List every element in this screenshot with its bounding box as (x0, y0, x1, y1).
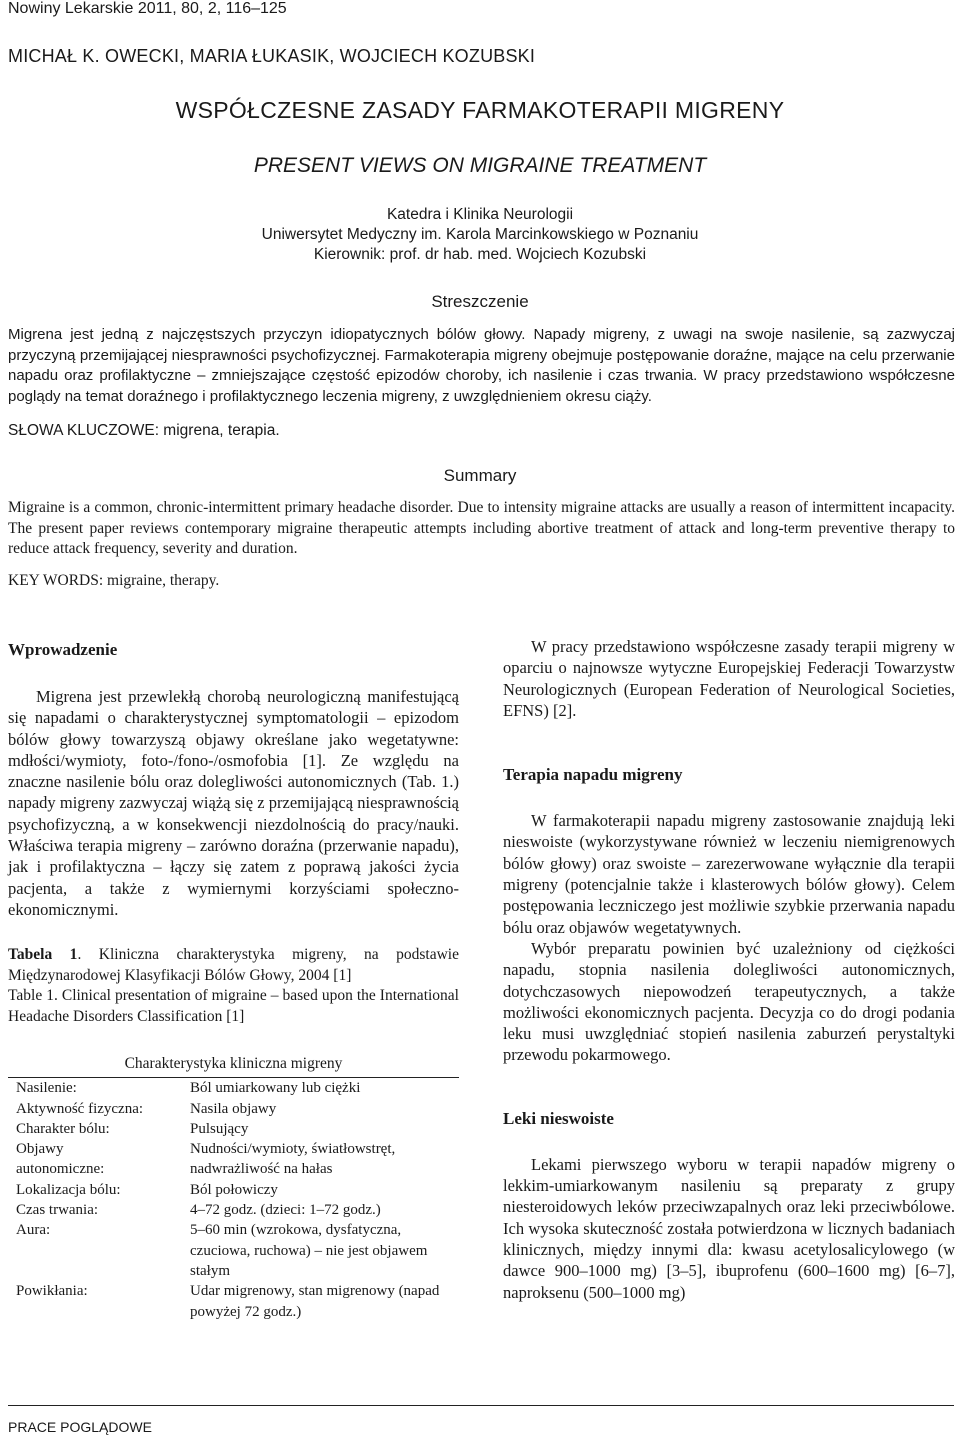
right-column (503, 636, 955, 1303)
introduction-paragraph: Migrena jest przewlekłą chorobą neurologiczną manifestującą się napadami o charakterystycznej symptomatologii – epizodom bólów głowy towarzyszą objawy określane jako wegetatywne: mdłości/wymioty, foto-/fono-/osmofobia [1]. Ze względu na znaczne nasilenie bólu oraz dolegliwości autonomicznych (Tab. 1.) napady migreny zazwyczaj wiążą się z przemijającą niesprawnością psychofizyczną, a w konsekwencji niezdolnością do pracy/nauki. Właściwa terapia migreny – zarówno doraźna (przerwanie napadu), jak i profilaktyczna – łączy się zatem z poprawą jakości życia pacjenta, a także z wymiernymi korzyściami społeczno-ekonomicznymi. (8, 687, 459, 919)
table-row-value: Pulsujący (190, 1120, 249, 1137)
table-row-value: 5–60 min (wzrokowa, dysfatyczna, czuciowa, ruchowa) – nie jest objawem stałym (190, 1222, 428, 1279)
section-heading-introduction: Wprowadzenie (8, 640, 118, 659)
abstract-text-polish: Migrena jest jedną z najczęstszych przyczyn idiopatycznych bólów głowy. Napady migreny, z uwagi na swoje nasilenie, są zazwyczaj przyczyną przemijającej niesprawności psychofizycznej. Farmakoterapia migreny obejmuje postępowanie doraźne, mające na celu przerwanie napadu oraz profilaktyczne – zmniejszające częstość epizodów choroby, ich nasilenie i czas trwania. W pracy przedstawiono współczesne poglądy na temat doraźnego i profilaktycznego leczenia migreny, z uwzględnieniem okresu ciąży. (8, 326, 955, 405)
table-caption-polish: . Kliniczna charakterystyka migreny, na podstawie Międzynarodowej Klasyfikacji Bólów Głowy, 2004 [1] (8, 946, 459, 984)
author-list: MICHAŁ K. OWECKI, MARIA ŁUKASIK, WOJCIECH KOZUBSKI (8, 46, 536, 66)
table-row-value: Nudności/wymioty, światłowstręt, nadwrażliwość na hałas (190, 1141, 396, 1178)
journal-reference: Nowiny Lekarskie 2011, 80, 2, 116–125 (8, 0, 287, 17)
table-row (8, 1281, 459, 1322)
abstract-heading-polish: Streszczenie (431, 292, 529, 311)
table-row-label: Charakter bólu: (16, 1120, 110, 1137)
table-row-label: Czas trwania: (16, 1202, 99, 1219)
table-row-label: Aura: (16, 1222, 51, 1239)
table-row (8, 1139, 459, 1180)
footer-section-label: PRACE POGLĄDOWE (8, 1419, 152, 1435)
keywords-english: KEY WORDS: migraine, therapy. (8, 572, 220, 589)
section-heading-nonspecific-drugs: Leki nieswoiste (503, 1108, 614, 1128)
left-column (8, 640, 459, 1322)
nonspecific-drugs-paragraph: Lekami pierwszego wyboru w terapii napadów migreny o lekkim-umiarkowanym nasileniu są preparaty z grupy niesteroidowych leków przeciwzapalnych oraz leki przeciwbólowe. Ich wysoka skuteczność została potwierdzona w licznych badaniach klinicznych, między innymi dla: kwasu acetylosalicylowego (w dawce 900–1000 mg) [3–5], ibuprofenu (600–1600 mg) [6–7], naproksenu (500–1000 mg) (503, 1154, 955, 1302)
table-row (8, 1200, 459, 1220)
table-caption (8, 945, 459, 986)
table-row-label: Lokalizacja bólu: (16, 1181, 121, 1198)
table-row (8, 1180, 459, 1200)
section-heading-attack-therapy: Terapia napadu migreny (503, 765, 683, 785)
table-row-label: Powikłania: (16, 1283, 88, 1300)
table-row-label: Objawy autonomiczne: (16, 1141, 105, 1178)
table-row-value: Udar migrenowy, stan migrenowy (napad powyżej 72 godz.) (190, 1283, 440, 1320)
article-title-english: PRESENT VIEWS ON MIGRAINE TREATMENT (253, 154, 707, 177)
table-row-value: Ból połowiczy (190, 1181, 278, 1198)
table-row-value: Ból umiarkowany lub ciężki (190, 1080, 361, 1097)
affiliation-block (0, 205, 960, 265)
introduction-continuation-paragraph: W pracy przedstawiono współczesne zasady terapii migreny w oparciu o najnowsze wytyczne Europejskiej Federacji Towarzystw Neurologicznych (European Federation of Neurological Societies, EFNS) [2]. (503, 637, 955, 720)
affiliation-line: Katedra i Klinika Neurologii (386, 206, 574, 223)
table-row-value: 4–72 godz. (dzieci: 1–72 godz.) (190, 1202, 381, 1219)
table-row (8, 1220, 459, 1281)
table-row (8, 1099, 459, 1119)
table-caption-label: Tabela 1 (8, 946, 78, 964)
table-title: Charakterystyka kliniczna migreny (124, 1055, 343, 1073)
attack-therapy-paragraph-2: Wybór preparatu powinien być uzależniony od ciężkości napadu, stopnia nasilenia dolegliwości autonomicznych, dotychczasowych niepowodzeń terapeutycznych, a także możliwości ekonomicznych pacjenta. Decyzja co do drogi podania leku musi uwzględniać stopień nasilenia zaburzeń perystaltyki przewodu pokarmowego. (503, 938, 955, 1065)
footer-rule (8, 1405, 954, 1406)
keywords-polish: SŁOWA KLUCZOWE: migrena, terapia. (8, 422, 280, 439)
article-title-polish: WSPÓŁCZESNE ZASADY FARMAKOTERAPII MIGRENY (175, 97, 785, 123)
abstract-text-english: Migraine is a common, chronic-intermittent primary headache disorder. Due to intensity migraine attacks are usually a reason of intermittent incapacity. The present paper reviews contemporary migraine therapeutic attempts including abortive treatment of attack and long-term preventive therapy to reduce attack frequency, severity and duration. (8, 499, 955, 557)
table-row-label: Aktywność fizyczna: (16, 1100, 144, 1117)
affiliation-line: Kierownik: prof. dr hab. med. Wojciech Kozubski (313, 246, 647, 263)
clinical-features-table (8, 1078, 459, 1322)
table-row (8, 1078, 459, 1098)
table-caption-english: Table 1. Clinical presentation of migraine – based upon the International Headache Disorders Classification [1] (8, 987, 459, 1025)
table-row (8, 1119, 459, 1139)
table-row-value: Nasila objawy (190, 1100, 277, 1117)
table-row-label: Nasilenie: (16, 1080, 77, 1097)
affiliation-line: Uniwersytet Medyczny im. Karola Marcinkowskiego w Poznaniu (261, 226, 699, 243)
abstract-heading-english: Summary (443, 466, 517, 485)
attack-therapy-paragraph-1: W farmakoterapii napadu migreny zastosowanie znajdują leki nieswoiste (wykorzystywane również w leczeniu niemigrenowych bólów głowy) oraz swoiste – zarezerwowane wyłącznie dla terapii migreny (potencjalnie także i klasterowych bólów głowy). Celem postępowania leczniczego jest możliwie szybkie przerwania napadu bólu oraz objawów wegetatywnych. (503, 811, 955, 937)
